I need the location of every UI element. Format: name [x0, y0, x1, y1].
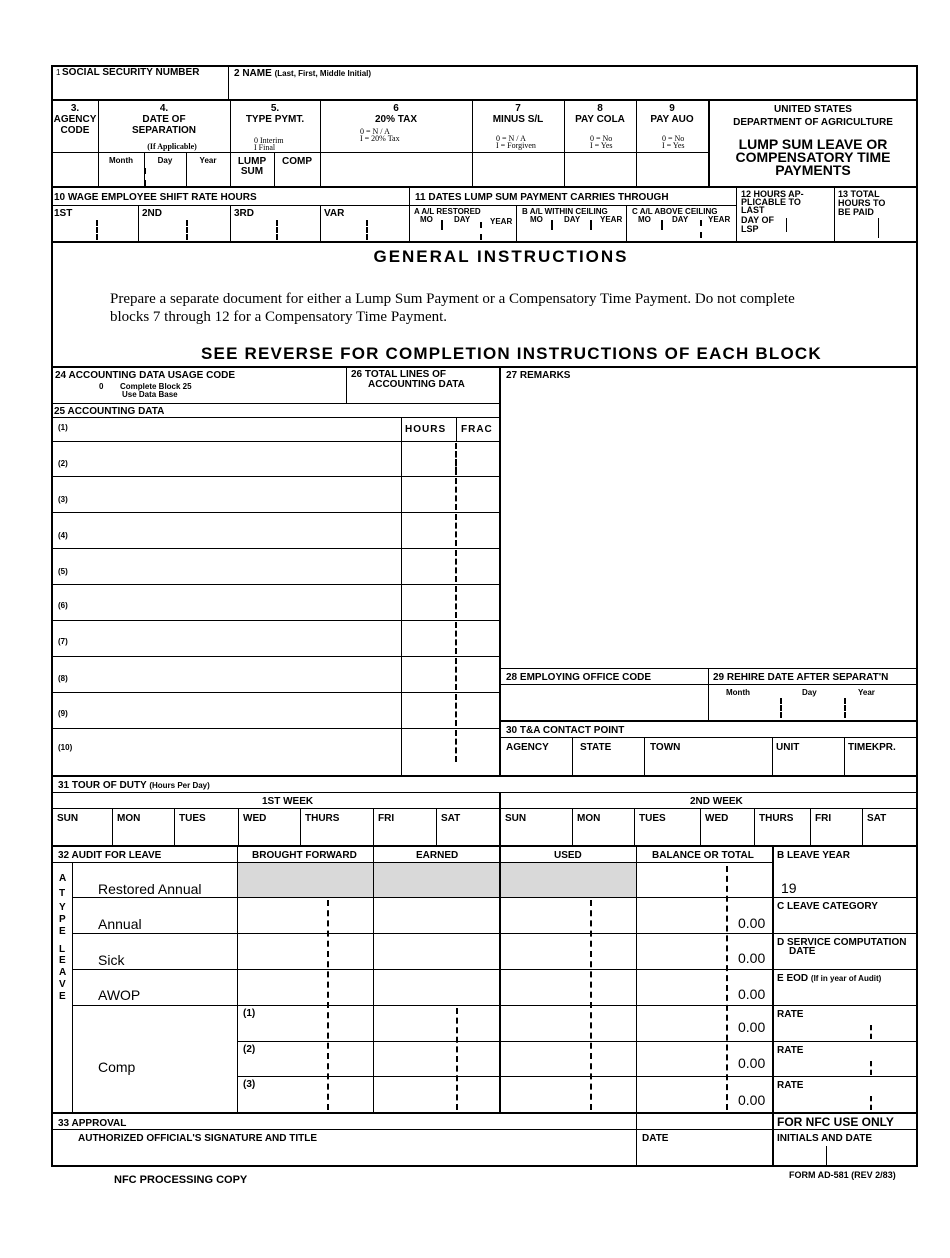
- block-4-number: 4.: [159, 103, 169, 114]
- block-11a-year: YEAR: [490, 217, 513, 226]
- block-12-line-2: PLICABLE TO: [741, 197, 801, 207]
- hours-header: HOURS: [405, 424, 447, 435]
- leave-year-label: B LEAVE YEAR: [777, 850, 850, 861]
- general-instructions-title: GENERAL INSTRUCTIONS: [373, 247, 629, 266]
- leave-type-awop: AWOP: [98, 987, 141, 1003]
- service-computation-label: D SERVICE COMPUTATION: [777, 937, 907, 948]
- accounting-line-number: (8): [58, 674, 68, 683]
- accounting-line-number: (10): [58, 743, 73, 752]
- comp-line-1: (1): [243, 1008, 256, 1019]
- block-26-line-1: 26 TOTAL LINES OF: [351, 369, 447, 380]
- eod-label: E EOD (If in year of Audit): [777, 973, 882, 984]
- block-11-label: 11 DATES LUMP SUM PAYMENT CARRIES THROUGH: [415, 192, 669, 203]
- block-5-label: TYPE PYMT.: [245, 114, 305, 125]
- type-letter: P: [59, 914, 66, 925]
- accounting-line-number: (1): [58, 423, 68, 432]
- block-11a-day: DAY: [454, 215, 471, 224]
- block-29-day: Day: [802, 688, 817, 697]
- contact-unit[interactable]: UNIT: [776, 742, 800, 753]
- block-27-label: 27 REMARKS: [506, 370, 571, 381]
- block-12-line-3: LAST: [741, 205, 765, 215]
- rate-label-1: RATE: [777, 1009, 804, 1020]
- type-letter: T: [59, 888, 66, 899]
- accounting-line-number: (5): [58, 567, 68, 576]
- rate-label-2: RATE: [777, 1045, 804, 1056]
- block-3-label-1: AGENCY: [53, 114, 97, 125]
- week-1-label: 1ST WEEK: [262, 796, 314, 807]
- leave-letter: E: [59, 955, 66, 966]
- block-4-year: Year: [199, 156, 217, 165]
- days1-wed[interactable]: WED: [243, 813, 267, 824]
- week-2-label: 2ND WEEK: [690, 796, 743, 807]
- block-11c-day: DAY: [672, 215, 689, 224]
- nfc-use-label: FOR NFC USE ONLY: [777, 1115, 894, 1129]
- block-13-line-3: BE PAID: [838, 207, 874, 217]
- block-33-label: 33 APPROVAL: [58, 1118, 127, 1129]
- block-24-desc-2: Use Data Base: [122, 390, 178, 399]
- brought-forward-header: BROUGHT FORWARD: [252, 850, 357, 861]
- days2-sun[interactable]: SUN: [505, 813, 527, 824]
- leave-letter: L: [59, 944, 66, 955]
- block-11b-mo: MO: [530, 215, 543, 224]
- form-id-label: FORM AD-581 (REV 2/83): [789, 1170, 896, 1180]
- days2-wed[interactable]: WED: [705, 813, 729, 824]
- days2-thurs[interactable]: THURS: [759, 813, 794, 824]
- contact-timekeeper[interactable]: TIMEKPR.: [848, 742, 896, 753]
- block-3-number: 3.: [70, 103, 80, 114]
- block-7-code-forgiven: I = Forgiven: [496, 141, 536, 150]
- block-29-year: Year: [858, 688, 875, 697]
- block-8-code-no: 0 = No: [590, 134, 613, 143]
- block-6-number: 6: [393, 103, 399, 114]
- block-5-comp: COMP: [282, 156, 312, 167]
- balance-comp-3[interactable]: 0.00: [738, 1092, 766, 1108]
- days1-mon[interactable]: MON: [117, 813, 141, 824]
- leave-year-value[interactable]: 19: [781, 880, 797, 896]
- leave-type-annual: Annual: [98, 916, 142, 932]
- block-8-number: 8: [597, 103, 603, 114]
- see-reverse-notice: SEE REVERSE FOR COMPLETION INSTRUCTIONS OF EACH BLOCK: [201, 344, 822, 363]
- block-13-line-1: 13 TOTAL: [838, 189, 880, 199]
- accounting-line-number: (6): [58, 601, 68, 610]
- service-computation-date-label: DATE: [789, 946, 816, 957]
- type-letter: A: [59, 873, 67, 884]
- leave-type-restored-annual: Restored Annual: [98, 881, 202, 897]
- accounting-line-number: (7): [58, 637, 68, 646]
- block-9-code-no: 0 = No: [662, 134, 685, 143]
- processing-copy-label: NFC PROCESSING COPY: [114, 1174, 248, 1186]
- block-11c-label: C A/L ABOVE CEILING: [632, 207, 718, 216]
- instructions-body-line-1: Prepare a separate document for either a Lump Sum Payment or a Compensatory Time Payment. Do not complete: [110, 291, 795, 307]
- comp-line-2: (2): [243, 1044, 256, 1055]
- leave-letter: E: [59, 991, 66, 1002]
- date-field[interactable]: [638, 1146, 768, 1164]
- block-12-line-5: LSP: [741, 224, 759, 234]
- date-label: DATE: [642, 1133, 669, 1144]
- block-11a-label: A A/L RESTORED: [414, 207, 481, 216]
- days2-mon[interactable]: MON: [577, 813, 601, 824]
- block-31-label: 31 TOUR OF DUTY (Hours Per Day): [58, 780, 210, 791]
- block-25-label: 25 ACCOUNTING DATA: [54, 406, 165, 417]
- block-6-code-na: 0 = N / A: [360, 127, 390, 136]
- leave-letter: A: [59, 967, 67, 978]
- balance-awop[interactable]: 0.00: [738, 986, 766, 1002]
- frac-header: FRAC: [461, 424, 493, 435]
- block-4-sub: (If Applicable): [147, 142, 197, 151]
- block-10-label: 10 WAGE EMPLOYEE SHIFT RATE HOURS: [54, 192, 257, 203]
- days2-sat[interactable]: SAT: [867, 813, 887, 824]
- type-letter: E: [59, 926, 66, 937]
- block-3-label-2: CODE: [60, 125, 90, 136]
- block-6-label: 20% TAX: [374, 114, 418, 125]
- balance-annual[interactable]: 0.00: [738, 915, 766, 931]
- form-title-line-2: COMPENSATORY TIME: [735, 149, 891, 165]
- block-29-month: Month: [726, 688, 750, 697]
- block-11b-day: DAY: [564, 215, 581, 224]
- signature-field[interactable]: [72, 1130, 632, 1164]
- block-28-label: 28 EMPLOYING OFFICE CODE: [506, 672, 652, 683]
- form-title-line-1: LUMP SUM LEAVE OR: [738, 136, 888, 152]
- block-24-desc-1: Complete Block 25: [120, 382, 192, 391]
- block-8-code-yes: I = Yes: [590, 141, 613, 150]
- block-11b-year: YEAR: [600, 215, 623, 224]
- signature-label: AUTHORIZED OFFICIAL'S SIGNATURE AND TITLE: [78, 1133, 318, 1144]
- block-5-code-final: I Final: [254, 143, 276, 152]
- days1-tues[interactable]: TUES: [179, 813, 206, 824]
- shift-var[interactable]: VAR: [324, 208, 345, 219]
- block-26-line-2: ACCOUNTING DATA: [368, 379, 465, 390]
- days1-thurs[interactable]: THURS: [305, 813, 340, 824]
- block-4-label-2: SEPARATION: [131, 125, 197, 136]
- block-4-label-1: DATE OF: [142, 114, 186, 125]
- agency-name-line-1: UNITED STATES: [774, 104, 852, 115]
- form-title-line-3: PAYMENTS: [775, 162, 851, 178]
- block-6-code-tax: I = 20% Tax: [360, 134, 400, 143]
- days1-sun[interactable]: SUN: [57, 813, 79, 824]
- block-29-label: 29 REHIRE DATE AFTER SEPARAT'N: [713, 672, 889, 683]
- block-11a-mo: MO: [420, 215, 433, 224]
- agency-name-line-2: DEPARTMENT OF AGRICULTURE: [733, 117, 893, 128]
- balance-sick[interactable]: 0.00: [738, 950, 766, 966]
- comp-line-3: (3): [243, 1079, 256, 1090]
- shift-1st[interactable]: 1ST: [54, 208, 73, 219]
- block-11c-year: YEAR: [708, 215, 731, 224]
- balance-header: BALANCE OR TOTAL: [652, 850, 754, 861]
- block-9-code-yes: I = Yes: [662, 141, 685, 150]
- initials-label: INITIALS AND DATE: [777, 1133, 872, 1144]
- block-5-sum: SUM: [240, 166, 264, 177]
- block-1-number: 1: [56, 68, 61, 77]
- rate-label-3: RATE: [777, 1080, 804, 1091]
- leave-type-comp: Comp: [98, 1059, 136, 1075]
- block-13-line-2: HOURS TO: [838, 198, 886, 208]
- block-24-label: 24 ACCOUNTING DATA USAGE CODE: [55, 370, 236, 381]
- type-letter: Y: [59, 902, 66, 913]
- contact-state[interactable]: STATE: [580, 742, 612, 753]
- block-5-code-interim: 0 Interim: [254, 136, 284, 145]
- block-24-code: 0: [99, 382, 104, 391]
- block-7-code-na: 0 = N / A: [496, 134, 526, 143]
- block-11c-mo: MO: [638, 215, 651, 224]
- block-8-label: PAY COLA: [575, 114, 625, 125]
- block-9-label: PAY AUO: [650, 114, 694, 125]
- balance-comp-1[interactable]: 0.00: [738, 1019, 766, 1035]
- instructions-body-line-2: blocks 7 through 12 for a Compensatory Time Payment.: [110, 309, 448, 325]
- block-7-label: MINUS S/L: [492, 114, 544, 125]
- ssn-label: SOCIAL SECURITY NUMBER: [62, 67, 200, 78]
- days2-fri[interactable]: FRI: [815, 813, 832, 824]
- block-12-line-4: DAY OF: [741, 215, 775, 225]
- earned-header: EARNED: [416, 850, 459, 861]
- shift-2nd[interactable]: 2ND: [142, 208, 163, 219]
- block-30-label: 30 T&A CONTACT POINT: [506, 725, 625, 736]
- used-header: USED: [554, 850, 582, 861]
- block-4-month: Month: [109, 156, 133, 165]
- accounting-line-number: (4): [58, 531, 68, 540]
- block-9-number: 9: [669, 103, 675, 114]
- remarks-field[interactable]: [501, 384, 915, 668]
- shift-3rd[interactable]: 3RD: [234, 208, 255, 219]
- leave-type-sick: Sick: [98, 952, 125, 968]
- block-5-lump: LUMP: [237, 156, 267, 167]
- days1-fri[interactable]: FRI: [378, 813, 395, 824]
- block-12-line-1: 12 HOURS AP-: [741, 189, 804, 199]
- accounting-line-number: (9): [58, 709, 68, 718]
- block-11b-label: B A/L WITHIN CEILING: [522, 207, 608, 216]
- block-7-number: 7: [515, 103, 521, 114]
- days1-sat[interactable]: SAT: [441, 813, 461, 824]
- balance-comp-2[interactable]: 0.00: [738, 1055, 766, 1071]
- leave-category-label: C LEAVE CATEGORY: [777, 901, 878, 912]
- block-4-day: Day: [157, 156, 173, 165]
- name-label: 2 NAME (Last, First, Middle Initial): [234, 68, 372, 79]
- block-5-number: 5.: [270, 103, 280, 114]
- contact-town[interactable]: TOWN: [650, 742, 681, 753]
- accounting-line-number: (3): [58, 495, 68, 504]
- block-32-label: 32 AUDIT FOR LEAVE: [58, 850, 162, 861]
- contact-agency[interactable]: AGENCY: [506, 742, 549, 753]
- days2-tues[interactable]: TUES: [639, 813, 666, 824]
- accounting-line-number: (2): [58, 459, 68, 468]
- leave-letter: V: [59, 979, 66, 990]
